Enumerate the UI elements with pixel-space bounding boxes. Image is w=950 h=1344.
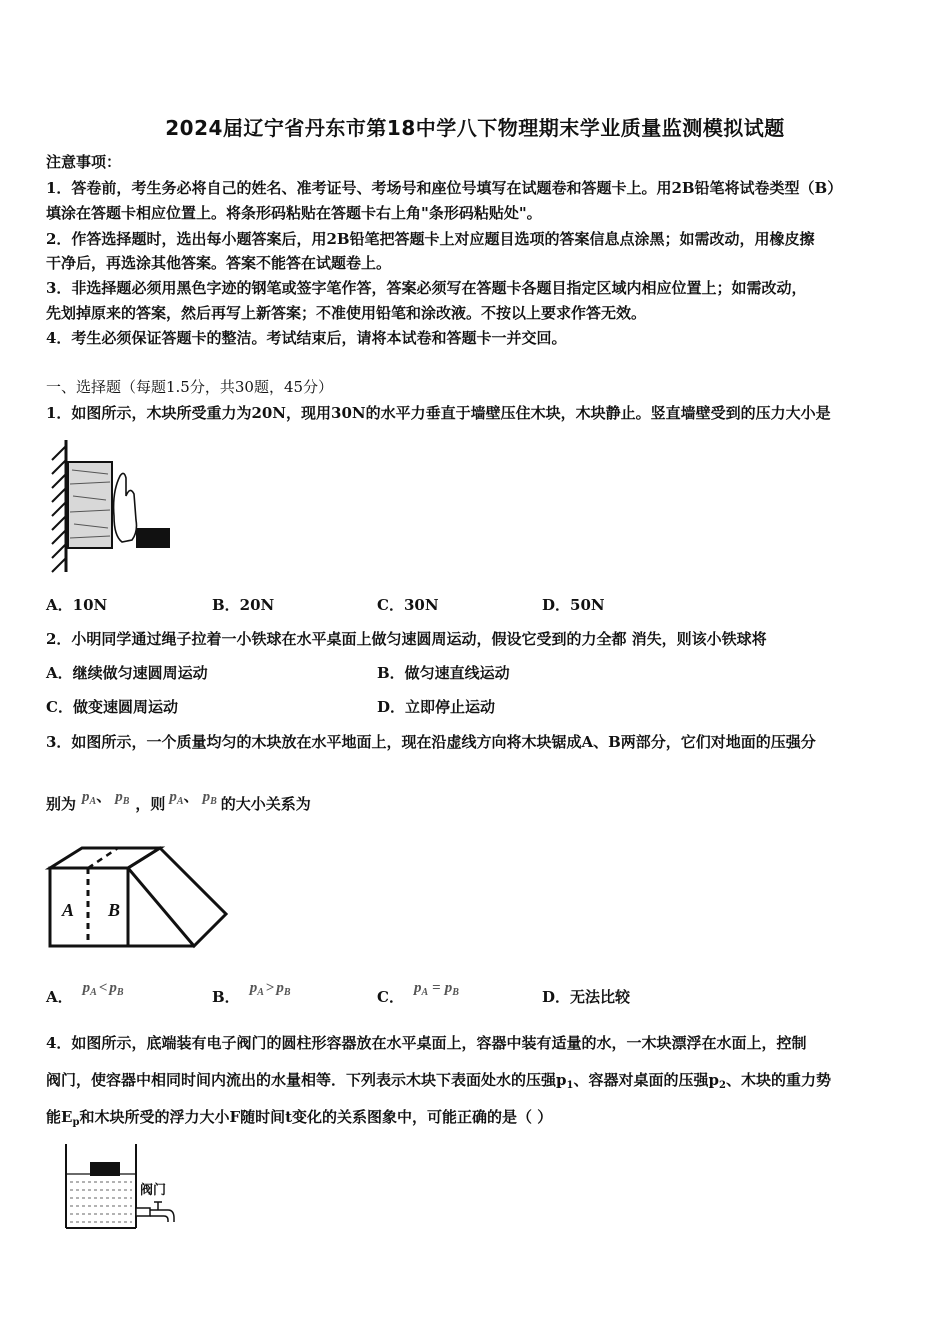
symbol-pa: $p_A$ [169, 789, 184, 807]
question-1-stem: 1．如图所示，木块所受重力为20N，现用30N的水平力垂直于墙壁压住木块，木块静止。竖直墙壁受到的压力大小是 [46, 404, 831, 422]
question-3-line2: 别为 $p_A$、 $p_B$ ，则 $p_A$、 $p_B$ 的大小关系为 [46, 787, 311, 813]
section-heading: 一、选择题（每题1.5分，共30题，45分） [46, 378, 334, 396]
notice-line: 1．答卷前，考生务必将自己的姓名、准考证号、考场号和座位号填写在试题卷和答题卡上。用2B铅笔将试卷类型（B） [46, 179, 843, 197]
notice-line: 先划掉原来的答案，然后再写上新答案；不准使用铅笔和涂改液。不按以上要求作答无效。 [46, 304, 647, 322]
figure-label-b: B [108, 900, 121, 920]
notice-line: 填涂在答题卡相应位置上。将条形码粘贴在答题卡右上角"条形码粘贴处"。 [46, 204, 542, 222]
q3-option-c[interactable]: C． $p_A = p_B$ [377, 980, 459, 1006]
q3-option-d[interactable]: D．无法比较 [542, 988, 631, 1006]
question-4-line1: 4．如图所示，底端装有电子阀门的圆柱形容器放在水平桌面上，容器中装有适量的水，一木块漂浮在水面上，控制 [46, 1034, 807, 1052]
symbol-pb: $p_B$ [202, 789, 217, 807]
q3-option-a[interactable]: A． $p_A < p_B$ [46, 980, 124, 1006]
q2-option-c[interactable]: C．做变速圆周运动 [46, 698, 178, 716]
wood-block-figure [40, 840, 240, 960]
container-valve-figure [60, 1140, 190, 1234]
question-3-stem: 3．如图所示，一个质量均匀的木块放在水平地面上，现在沿虚线方向将木块锯成A、B两部分，它们对地面的压强分 [46, 733, 816, 751]
notice-line: 干净后，再选涂其他答案。答案不能答在试题卷上。 [46, 254, 392, 272]
notice-line: 4．考生必须保证答题卡的整洁。考试结束后，请将本试卷和答题卡一并交回。 [46, 329, 567, 347]
q1-option-d[interactable]: D．50N [542, 596, 605, 614]
question-2-stem: 2．小明同学通过绳子拉着一小铁球在水平桌面上做匀速圆周运动，假设它受到的力全都 消失，则该小铁球将 [46, 630, 767, 648]
wall-block-figure [40, 436, 180, 576]
figure-label-a: A [62, 900, 75, 920]
notice-heading: 注意事项： [46, 153, 122, 171]
notice-line: 3．非选择题必须用黑色字迹的钢笔或签字笔作答，答案必须写在答题卡各题目指定区域内相应位置上；如需改动， [46, 279, 807, 297]
q2-option-a[interactable]: A．继续做匀速圆周运动 [46, 664, 208, 682]
q1-option-a[interactable]: A．10N [46, 596, 108, 614]
q1-option-b[interactable]: B．20N [212, 596, 275, 614]
q2-option-d[interactable]: D．立即停止运动 [377, 698, 496, 716]
q1-option-c[interactable]: C．30N [377, 596, 439, 614]
notice-line: 2．作答选择题时，选出每小题答案后，用2B铅笔把答题卡上对应题目选项的答案信息点涂黑；如需改动，用橡皮擦 [46, 230, 815, 248]
q3-option-b[interactable]: B． $p_A > p_B$ [212, 980, 291, 1006]
symbol-pb: $p_B$ [115, 789, 130, 807]
page-title: 2024届辽宁省丹东市第18中学八下物理期末学业质量监测模拟试题 [165, 116, 785, 140]
q2-option-b[interactable]: B．做匀速直线运动 [377, 664, 510, 682]
valve-label: 阀门 [140, 1183, 167, 1198]
symbol-pa: $p_A$ [82, 789, 97, 807]
question-4-line3: 能$E_p$和木块所受的浮力大小F随时间t变化的关系图象中，可能正确的是（ ） [46, 1108, 553, 1128]
question-4-line2: 阀门，使容器中相同时间内流出的水量相等．下列表示木块下表面处水的压强$p_1$、容器对桌面的压强$p_2$、木块的重力势 [46, 1071, 831, 1091]
